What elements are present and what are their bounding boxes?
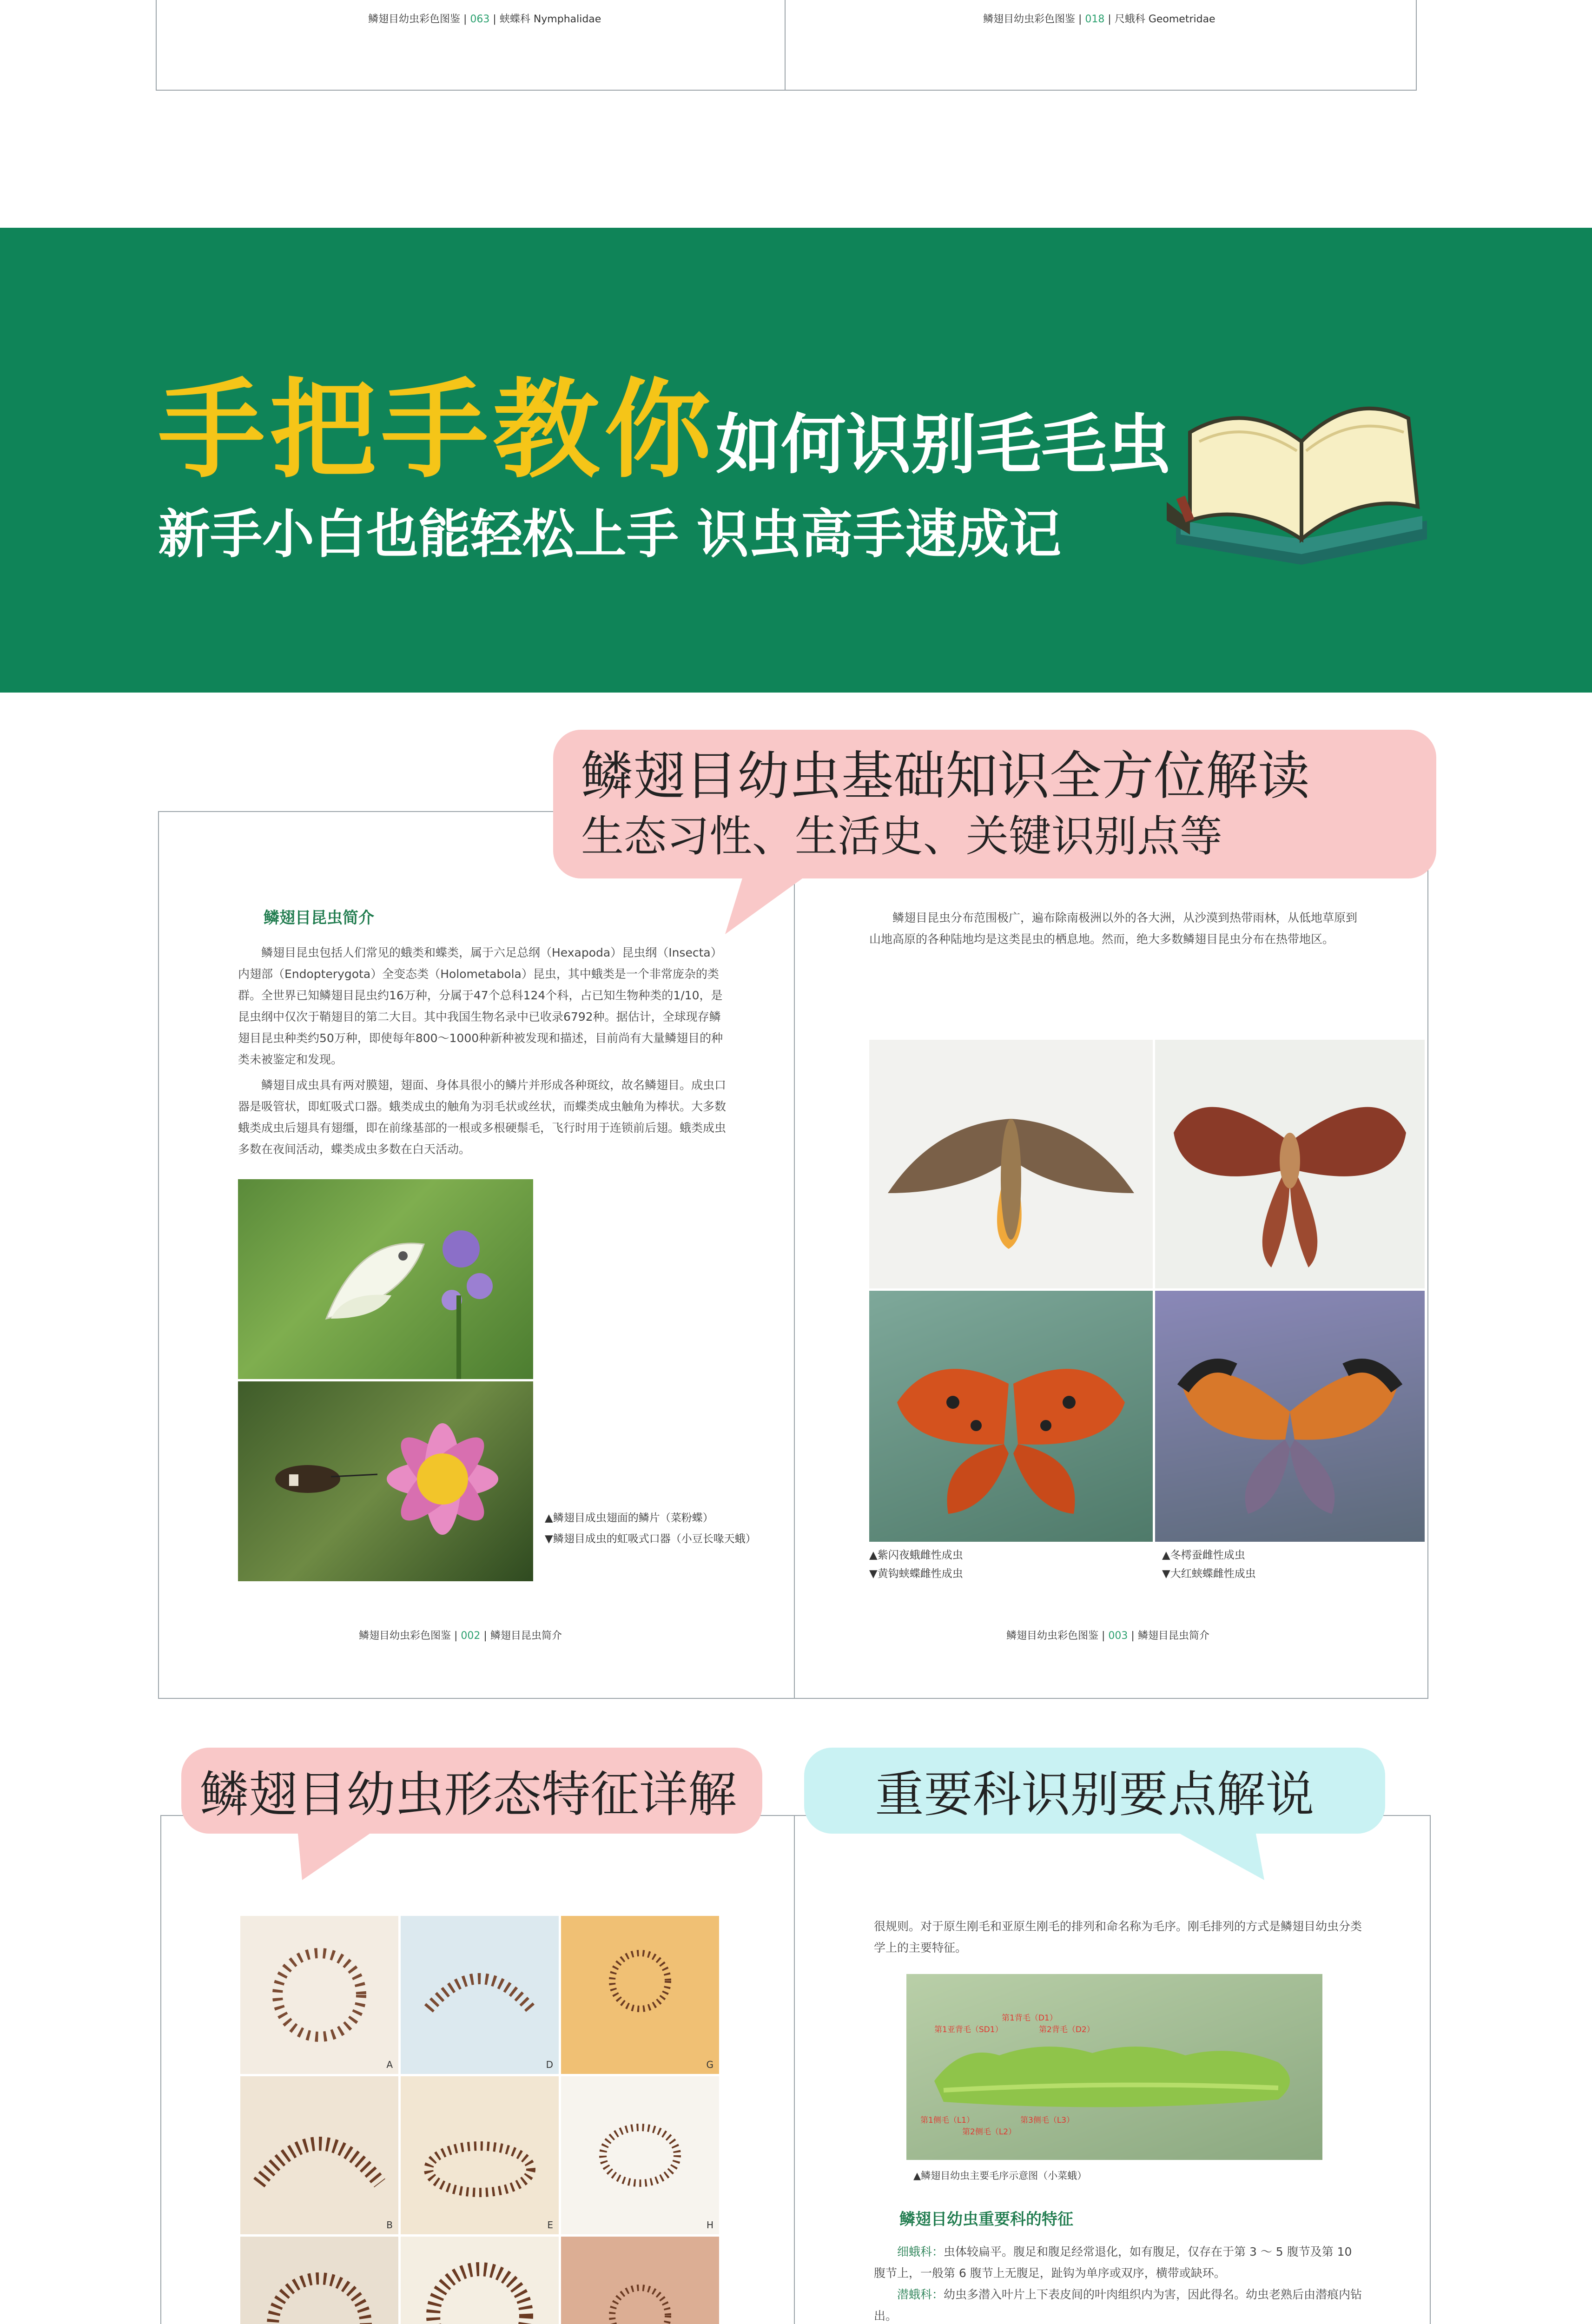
footer-book: 鳞翅目幼虫彩色图鉴 (359, 1630, 451, 1642)
footer-page-number: 003 (1108, 1630, 1128, 1642)
footer-page-number: 002 (461, 1630, 481, 1642)
family-text: 幼虫多潜入叶片上下表皮间的叶肉组织内为害，因此得名。幼虫老熟后由潜痕内钻出。 (874, 2288, 1362, 2323)
bubble-text: 重要科识别要点解说 (875, 1766, 1315, 1823)
banner-title-highlight: 手把手教你 (158, 369, 716, 493)
seta-label: 第3侧毛（L3） (1020, 2116, 1075, 2125)
footer-book: 鳞翅目幼虫彩色图鉴 (368, 13, 461, 25)
crochet-photo-f (401, 2237, 559, 2324)
grid-letter: D (546, 2059, 553, 2070)
family-name: 潜蛾科： (897, 2288, 944, 2301)
crochet-photo-b (240, 2076, 398, 2234)
page-footer: 鳞翅目幼虫彩色图鉴 | 003 | 鳞翅目昆虫简介 (1006, 1630, 1209, 1642)
body-paragraph: 鳞翅目成虫具有两对膜翅，翅面、身体具很小的鳞片并形成各种斑纹，故名鳞翅目。成虫口器是吸管状，即虹吸式口器。蛾类成虫的触角为羽毛状或丝状，而蝶类成虫触角为棒状。大多数蛾类成虫后翅具有翅缰，即在前缘基部的一根或多根硬鬃毛，飞行时用于连锁前后翅。蛾类成虫多数在夜间活动，蝶类成虫多数在白天活动。 (238, 1078, 727, 1156)
promo-banner (0, 228, 1592, 693)
moth-photo (869, 1040, 1153, 1288)
comma-butterfly-photo (869, 1291, 1153, 1542)
spread1-right-page (794, 811, 1428, 1699)
page-footer: 鳞翅目幼虫彩色图鉴 | 002 | 鳞翅目昆虫简介 (359, 1630, 562, 1642)
photo-caption: ▲紫闪夜蛾雌性成虫 (869, 1549, 963, 1561)
photo-caption: ▲鳞翅目成虫翅面的鳞片（菜粉蝶） (545, 1512, 713, 1524)
crochet-photo-d (401, 1916, 559, 2074)
spread2-left-page (160, 1815, 795, 2324)
speech-bubble-tail (297, 1829, 377, 1880)
grid-letter: B (386, 2219, 393, 2231)
banner-title (158, 344, 1171, 498)
grid-letter: A (386, 2059, 393, 2070)
speech-bubble-left (181, 1748, 762, 1834)
section-heading: 鳞翅目昆虫简介 (264, 909, 374, 927)
bubble-line-2: 生态习性、生活史、关键识别点等 (581, 812, 1223, 861)
photo-caption: ▲冬樗蚕雌性成虫 (1162, 1549, 1245, 1561)
crochet-photo-e (401, 2076, 559, 2234)
bubble-line-1: 鳞翅目幼虫基础知识全方位解读 (581, 746, 1310, 806)
family-name: 细蛾科： (897, 2245, 944, 2258)
top-page-right (785, 0, 1417, 91)
speech-bubble-right (804, 1748, 1385, 1834)
hawkmoth-photo (238, 1381, 533, 1581)
speech-bubble-tail (725, 874, 818, 934)
seta-label: 第2侧毛（L2） (962, 2127, 1017, 2137)
footer-book: 鳞翅目幼虫彩色图鉴 (983, 13, 1076, 25)
page-footer: 鳞翅目幼虫彩色图鉴 | 018 | 尺蛾科 Geometridae (983, 13, 1215, 25)
footer-page-number: 018 (1085, 13, 1105, 25)
spread1-left-page (158, 811, 795, 1699)
seta-label: 第1侧毛（L1） (920, 2116, 975, 2125)
atlas-moth-photo (1155, 1040, 1425, 1288)
crochet-photo-g (561, 1916, 719, 2074)
footer-section: 尺蛾科 Geometridae (1114, 13, 1215, 25)
footer-section: 鳞翅目昆虫简介 (1137, 1630, 1209, 1642)
seta-label: 第2背毛（D2） (1039, 2025, 1095, 2034)
spread2-right-page (794, 1815, 1431, 2324)
speech-bubble (553, 730, 1436, 878)
page-footer: 鳞翅目幼虫彩色图鉴 | 063 | 蛱蝶科 Nymphalidae (368, 13, 601, 25)
photo-caption: ▼大红蛱蝶雌性成虫 (1162, 1568, 1256, 1580)
banner-title-rest: 如何识别毛毛虫 (716, 407, 1172, 483)
seta-label: 第1亚背毛（SD1） (934, 2025, 1003, 2034)
family-item (874, 2241, 1367, 2284)
body-paragraph: 很规则。对于原生刚毛和亚原生刚毛的排列和命名称为毛序。刚毛排列的方式是鳞翅目幼虫分类学上的主要特征。 (874, 1920, 1362, 1954)
footer-page-number: 063 (470, 13, 490, 25)
banner-subtitle: 新手小白也能轻松上手 识虫高手速成记 (158, 504, 1061, 565)
crochet-photo-a (240, 1916, 398, 2074)
section-heading: 鳞翅目幼虫重要科的特征 (899, 2210, 1073, 2229)
grid-letter: H (706, 2219, 713, 2231)
figure-caption: ▲鳞翅目幼虫主要毛序示意图（小菜蛾） (913, 2170, 1087, 2181)
crochet-photo-c (240, 2237, 398, 2324)
open-book-icon (1167, 381, 1436, 576)
crochet-photo-h (561, 2076, 719, 2234)
family-text: 虫体较扁平。腹足和腹足经常退化，如有腹足，仅存在于第 3 ～ 5 腹节及第 10 腹节上，一般第 6 腹节上无腹足，趾钩为单序或双序，横带或缺环。 (874, 2245, 1352, 2280)
butterfly-photo (238, 1179, 533, 1379)
bubble-text: 鳞翅目幼虫形态特征详解 (200, 1766, 737, 1823)
caterpillar-seta-photo (906, 1974, 1322, 2160)
photo-caption: ▼黄钩蛱蝶雌性成虫 (869, 1568, 963, 1580)
photo-caption: ▼鳞翅目成虫的虹吸式口器（小豆长喙天蛾） (545, 1533, 756, 1545)
footer-section: 蛱蝶科 Nymphalidae (499, 13, 601, 25)
family-list (874, 2241, 1367, 2324)
grid-letter: G (706, 2059, 713, 2070)
body-paragraph: 鳞翅目昆虫分布范围极广，遍布除南极洲以外的各大洲，从沙漠到热带雨林，从低地草原到山地高原的各种陆地均是这类昆虫的栖息地。然而，绝大多数鳞翅目昆虫分布在热带地区。 (869, 911, 1358, 946)
footer-book: 鳞翅目幼虫彩色图鉴 (1006, 1630, 1099, 1642)
footer-section: 鳞翅目昆虫简介 (490, 1630, 562, 1642)
family-item (874, 2284, 1367, 2324)
body-paragraph: 鳞翅目昆虫包括人们常见的蛾类和蝶类，属于六足总纲（Hexapoda）昆虫纲（Insecta）内翅部（Endopterygota）全变态类（Holometabola）昆虫，其中蛾类是一个非常庞杂的类群。全世界已知鳞翅目昆虫约16万种，分属于47个总科124个科，占已知生物种类的1/10，是昆虫纲中仅次于鞘翅目的第二大目。其中我国生物名录中已收录6792种。据估计，全球现存鳞翅目昆虫种类约50万种，即使每年800～1000种新种被发现和描述，目前尚有大量鳞翅目的种类未被鉴定和发现。 (238, 946, 723, 1066)
top-page-left (156, 0, 786, 91)
grid-letter: E (547, 2219, 553, 2231)
speech-bubble-tail (1171, 1829, 1264, 1880)
seta-label: 第1背毛（D1） (1002, 2014, 1057, 2023)
crochet-grid (240, 1916, 719, 2324)
painted-lady-photo (1155, 1291, 1425, 1542)
crochet-photo-i (561, 2237, 719, 2324)
